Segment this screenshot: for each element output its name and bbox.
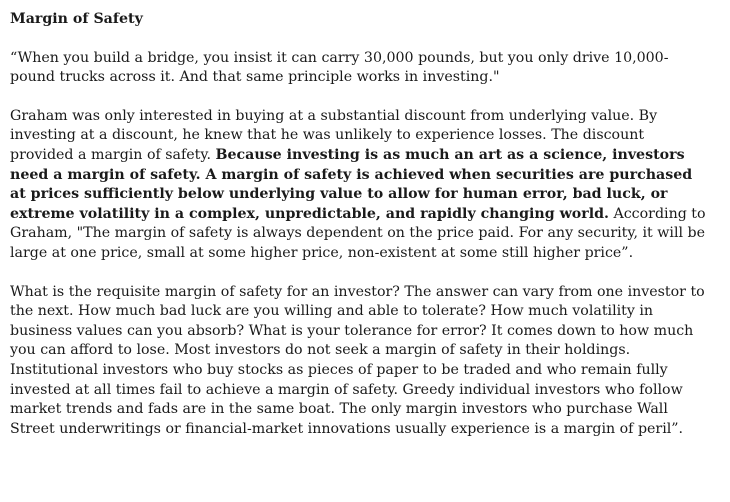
- graham-paragraph: [10, 107, 710, 264]
- graham-outro-text: According to Graham, "The margin of safety is always dependent on the price paid. For any security, it will be large at one price, small at some higher price, non-existent at some still higher price”.: [10, 205, 706, 261]
- document-title: Margin of Safety: [10, 11, 143, 27]
- graham-intro-text: Graham was only interested in buying at a substantial discount from underlying value. By investing at a discount, he knew that he was unlikely to experience losses. The discount provided a margin of safety.: [10, 107, 658, 163]
- requisite-margin-paragraph: What is the requisite margin of safety for an investor? The answer can vary from one investor to the next. How much bad luck are you willing and able to tolerate? How much volatility in business values can you absorb? What is your tolerance for error? It comes down to how much you can afford to lose. Most investors do not seek a margin of safety in their holdings. Institutional investors who buy stocks as pieces of paper to be traded and who remain fully invested at all times fail to achieve a margin of safety. Greedy individual investors who follow market trends and fads are in the same boat. The only margin investors who purchase Wall Street underwritings or financial-market innovations usually experience is a margin of peril”.: [10, 283, 705, 437]
- graham-emphasis-text: Because investing is as much an art as a science, investors need a margin of safety. A margin of safety is achieved when securities are purchased at prices sufficiently below underlying value to allow for human error, bad luck, or extreme volatility in a complex, unpredictable, and rapidly changing world.: [10, 146, 693, 222]
- bridge-quote-paragraph: “When you build a bridge, you insist it can carry 30,000 pounds, but you only drive 10,000-pound trucks across it. And that same principle works in investing.": [10, 49, 669, 86]
